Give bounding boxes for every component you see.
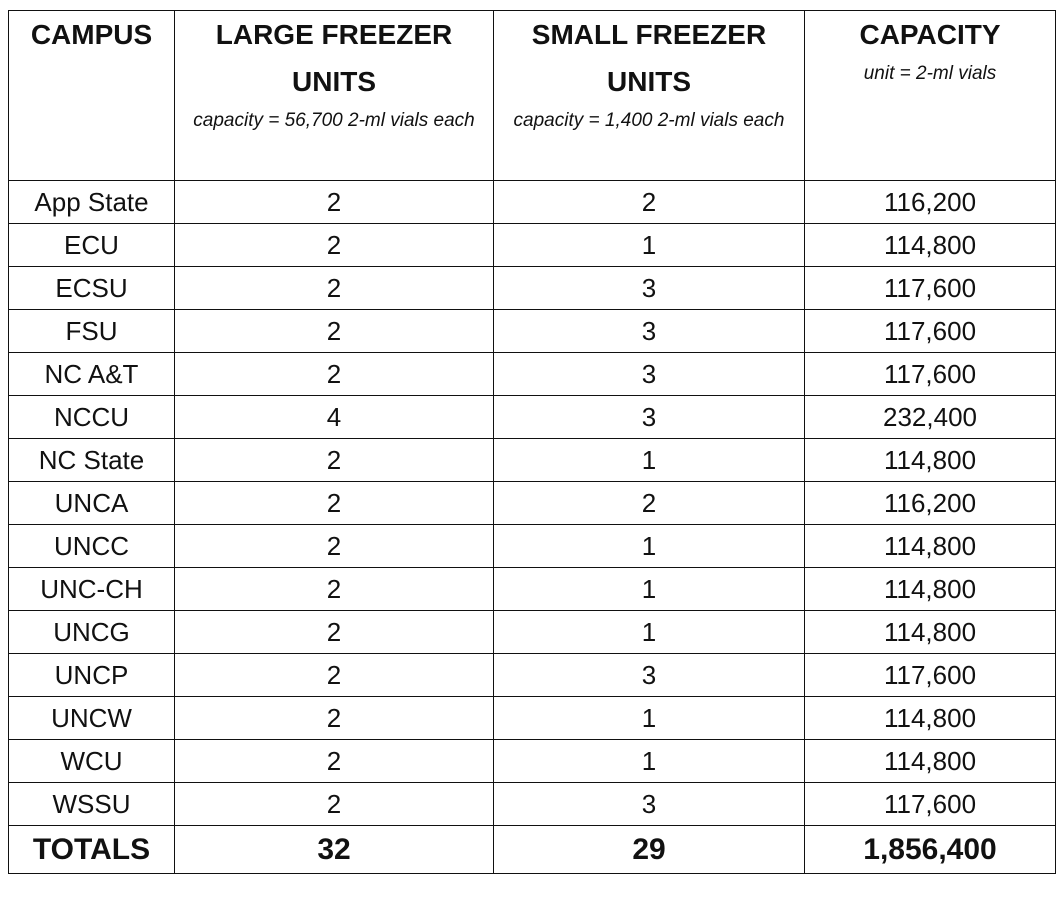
small-units-cell: 3 (494, 654, 805, 697)
small-units-cell: 1 (494, 224, 805, 267)
campus-cell: NC A&T (9, 353, 175, 396)
table-header (9, 11, 1056, 181)
capacity-cell: 117,600 (805, 783, 1056, 826)
capacity-cell: 114,800 (805, 568, 1056, 611)
capacity-cell: 232,400 (805, 396, 1056, 439)
large-units-cell: 2 (175, 568, 494, 611)
capacity-cell: 117,600 (805, 353, 1056, 396)
capacity-cell: 114,800 (805, 439, 1056, 482)
campus-cell: NC State (9, 439, 175, 482)
large-units-cell: 2 (175, 783, 494, 826)
small-units-cell: 1 (494, 697, 805, 740)
campus-cell: ECSU (9, 267, 175, 310)
small-units-cell: 3 (494, 783, 805, 826)
large-units-cell: 2 (175, 740, 494, 783)
campus-cell: UNCC (9, 525, 175, 568)
campus-cell: UNCP (9, 654, 175, 697)
capacity-cell: 114,800 (805, 525, 1056, 568)
header-capacity (805, 11, 1056, 181)
table-row (9, 525, 1056, 568)
campus-cell: ECU (9, 224, 175, 267)
small-units-cell: 3 (494, 267, 805, 310)
totals-capacity: 1,856,400 (805, 826, 1056, 874)
freezer-capacity-table (8, 10, 1056, 874)
small-units-cell: 1 (494, 611, 805, 654)
small-units-cell: 3 (494, 310, 805, 353)
table-row (9, 740, 1056, 783)
totals-row (9, 826, 1056, 874)
header-title: CAMPUS (30, 19, 153, 50)
table-row (9, 310, 1056, 353)
large-units-cell: 2 (175, 697, 494, 740)
header-subtitle: capacity = 1,400 2-ml vials each (513, 110, 785, 131)
table-row (9, 224, 1056, 267)
large-units-cell: 2 (175, 482, 494, 525)
table-row (9, 654, 1056, 697)
table-row (9, 611, 1056, 654)
large-units-cell: 2 (175, 654, 494, 697)
campus-cell: FSU (9, 310, 175, 353)
capacity-cell: 116,200 (805, 181, 1056, 224)
small-units-cell: 1 (494, 740, 805, 783)
table-row (9, 439, 1056, 482)
header-campus (9, 11, 175, 181)
table-body (9, 181, 1056, 826)
table-row (9, 267, 1056, 310)
large-units-cell: 2 (175, 181, 494, 224)
small-units-cell: 1 (494, 525, 805, 568)
campus-cell: UNC-CH (9, 568, 175, 611)
table-row (9, 396, 1056, 439)
header-large-freezer-units (175, 11, 494, 181)
table-row (9, 181, 1056, 224)
campus-cell: UNCW (9, 697, 175, 740)
header-title: CAPACITY (859, 19, 1001, 50)
table-row (9, 482, 1056, 525)
table-row (9, 568, 1056, 611)
small-units-cell: 3 (494, 353, 805, 396)
header-title: SMALL FREEZER UNITS (531, 19, 767, 97)
campus-cell: UNCA (9, 482, 175, 525)
campus-cell: UNCG (9, 611, 175, 654)
capacity-cell: 117,600 (805, 310, 1056, 353)
table-row (9, 353, 1056, 396)
large-units-cell: 2 (175, 439, 494, 482)
table-row (9, 697, 1056, 740)
capacity-cell: 114,800 (805, 740, 1056, 783)
totals-label: TOTALS (9, 826, 175, 874)
campus-cell: WSSU (9, 783, 175, 826)
totals-small-units: 29 (494, 826, 805, 874)
capacity-cell: 116,200 (805, 482, 1056, 525)
small-units-cell: 1 (494, 439, 805, 482)
large-units-cell: 2 (175, 525, 494, 568)
capacity-cell: 114,800 (805, 697, 1056, 740)
large-units-cell: 2 (175, 611, 494, 654)
header-subtitle: capacity = 56,700 2-ml vials each (193, 110, 475, 131)
header-small-freezer-units (494, 11, 805, 181)
large-units-cell: 2 (175, 267, 494, 310)
campus-cell: NCCU (9, 396, 175, 439)
small-units-cell: 2 (494, 181, 805, 224)
small-units-cell: 2 (494, 482, 805, 525)
capacity-cell: 117,600 (805, 267, 1056, 310)
large-units-cell: 4 (175, 396, 494, 439)
capacity-cell: 114,800 (805, 611, 1056, 654)
header-row (9, 11, 1056, 181)
campus-cell: WCU (9, 740, 175, 783)
table-row (9, 783, 1056, 826)
header-subtitle: unit = 2-ml vials (863, 63, 997, 84)
header-title: LARGE FREEZER UNITS (215, 19, 453, 97)
small-units-cell: 3 (494, 396, 805, 439)
capacity-cell: 117,600 (805, 654, 1056, 697)
large-units-cell: 2 (175, 224, 494, 267)
capacity-cell: 114,800 (805, 224, 1056, 267)
campus-cell: App State (9, 181, 175, 224)
table-footer (9, 826, 1056, 874)
large-units-cell: 2 (175, 353, 494, 396)
large-units-cell: 2 (175, 310, 494, 353)
totals-large-units: 32 (175, 826, 494, 874)
small-units-cell: 1 (494, 568, 805, 611)
